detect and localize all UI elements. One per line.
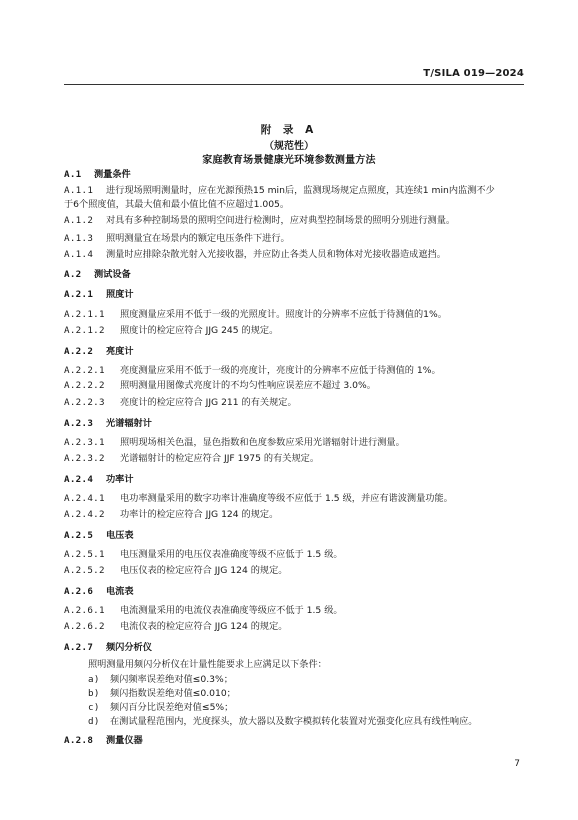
clause-text: 亮度测量应采用不低于一级的亮度计，亮度计的分辨率不应低于待测值的 1%。 — [120, 365, 441, 376]
clause-line — [64, 199, 289, 211]
clause-number: A.1.1 — [64, 185, 94, 196]
clause-text: 在测试量程范围内，光度探头，放大器以及数字模拟转化装置对光强变化应具有线性响应。 — [110, 716, 478, 727]
appendix-label: 附 录 A — [260, 124, 318, 136]
clause-line — [88, 716, 478, 728]
clause-number: A.2.1.2 — [64, 325, 105, 336]
clause-text: 光谱辐射计 — [106, 418, 152, 429]
clause-text: 功率计 — [106, 474, 134, 485]
clause-text: 照度计 — [106, 289, 134, 300]
clause-number: A.2.8 — [64, 735, 94, 746]
clause-number: A.2.2.2 — [64, 380, 105, 391]
clause-number: A.2.1.1 — [64, 309, 105, 320]
clause-number: c) — [88, 702, 100, 713]
clause-line — [64, 185, 495, 197]
clause-number: A.2.2.1 — [64, 365, 105, 376]
clause-text: 电流仪表的检定应符合 JJG 124 的规定。 — [120, 621, 288, 632]
clause-number: A.1 — [64, 169, 82, 180]
clause-number: A.2.6 — [64, 586, 94, 597]
clause-line — [64, 549, 343, 561]
clause-text: 于6个照度值，其最大值和最小值比值不应超过1.005。 — [64, 199, 290, 210]
clause-text: 电流测量采用的电流仪表准确度等级应不低于 1.5 级。 — [120, 605, 343, 616]
clause-line — [64, 233, 290, 245]
section-heading — [64, 642, 152, 654]
clause-line — [88, 702, 233, 714]
section-heading — [64, 269, 131, 281]
clause-line — [64, 365, 441, 377]
clause-number: A.2.5 — [64, 530, 94, 541]
clause-line — [88, 659, 327, 671]
clause-text: 照度计的检定应符合 JJG 245 的规定。 — [120, 325, 279, 336]
section-heading — [64, 530, 134, 542]
clause-line — [64, 309, 447, 321]
clause-text: 亮度计 — [106, 346, 134, 357]
clause-number: A.2.4 — [64, 474, 94, 485]
clause-text: 电压表 — [106, 530, 134, 541]
clause-text: 频闪频率误差绝对值≤0.3%； — [110, 674, 233, 685]
clause-line — [64, 565, 287, 577]
clause-number: A.2.1 — [64, 289, 94, 300]
clause-text: 光谱辐射计的检定应符合 JJF 1975 的有关规定。 — [120, 453, 320, 464]
clause-text: 照明测量宜在场景内的额定电压条件下进行。 — [106, 233, 290, 244]
clause-number: A.2.3 — [64, 418, 94, 429]
clause-line — [88, 674, 233, 686]
clause-number: A.2.6.2 — [64, 621, 105, 632]
clause-text: 电压测量采用的电压仪表准确度等级不应低于 1.5 级。 — [120, 549, 343, 560]
clause-text: 测试设备 — [94, 269, 131, 280]
page-number: 7 — [514, 759, 520, 769]
clause-text: 频闪分析仪 — [106, 642, 152, 653]
section-heading — [64, 735, 143, 747]
clause-text: 照明现场相关色温，显色指数和色度参数应采用光谱辐射计进行测量。 — [120, 437, 405, 448]
clause-line — [64, 453, 319, 465]
clause-number: a) — [88, 674, 100, 685]
clause-line — [64, 621, 287, 633]
clause-number: A.2.3.2 — [64, 453, 105, 464]
clause-text: 频闪百分比误差绝对值≤5%； — [110, 702, 234, 713]
clause-number: A.2.7 — [64, 642, 94, 653]
clause-text: 测量条件 — [94, 169, 131, 180]
clause-number: A.2.4.1 — [64, 493, 105, 504]
clause-number: A.2.5.1 — [64, 549, 105, 560]
clause-line — [64, 605, 343, 617]
clause-number: d) — [88, 716, 100, 727]
clause-text: 电功率测量采用的数字功率计准确度等级不应低于 1.5 级，并应有谐波测量功能。 — [120, 493, 453, 504]
clause-line — [64, 380, 376, 392]
clause-text: 进行现场照明测量时，应在光源预热15 min后，监测现场规定点照度，其连续1 min内监测不少 — [106, 185, 495, 196]
appendix-nature: （规范性） — [264, 141, 314, 152]
clause-number: A.2.4.2 — [64, 509, 105, 520]
clause-number: A.1.4 — [64, 249, 94, 260]
clause-text: 频闪指数误差绝对值≤0.010； — [110, 688, 236, 699]
clause-text: 电压仪表的检定应符合 JJG 124 的规定。 — [120, 565, 288, 576]
clause-text: 对具有多种控制场景的照明空间进行检测时，应对典型控制场景的照明分别进行测量。 — [106, 215, 456, 226]
clause-number: A.2.2.3 — [64, 397, 105, 408]
section-heading — [64, 169, 131, 181]
clause-number: A.2 — [64, 269, 82, 280]
clause-number: A.2.6.1 — [64, 605, 105, 616]
clause-line — [64, 249, 446, 261]
clause-text: 照明测量用频闪分析仪在计量性能要求上应满足以下条件： — [88, 659, 327, 670]
clause-line — [64, 509, 278, 521]
clause-line — [88, 688, 236, 700]
section-heading — [64, 418, 152, 430]
clause-number: A.1.3 — [64, 233, 94, 244]
clause-text: 电流表 — [106, 586, 134, 597]
clause-text: 亮度计的检定应符合 JJG 211 的有关规定。 — [120, 397, 297, 408]
section-heading — [64, 346, 134, 358]
section-heading — [64, 289, 134, 301]
clause-text: 测量仪器 — [106, 735, 143, 746]
clause-number: b) — [88, 688, 100, 699]
clause-number: A.2.2 — [64, 346, 94, 357]
section-heading — [64, 474, 134, 486]
clause-text: 照明测量用图像式亮度计的不均匀性响应误差应不超过 3.0%。 — [120, 380, 376, 391]
clause-line — [64, 493, 453, 505]
section-heading — [64, 586, 134, 598]
clause-number: A.2.5.2 — [64, 565, 105, 576]
clause-number: A.2.3.1 — [64, 437, 105, 448]
clause-text: 测量时应排除杂散光射入光接收器，并应防止各类人员和物体对光接收器造成遮挡。 — [106, 249, 446, 260]
clause-number: A.1.2 — [64, 215, 94, 226]
clause-line — [64, 397, 297, 409]
clause-line — [64, 437, 405, 449]
appendix-title: 家庭教育场景健康光环境参数测量方法 — [202, 155, 376, 166]
clause-text: 功率计的检定应符合 JJG 124 的规定。 — [120, 509, 279, 520]
clause-text: 照度测量应采用不低于一级的光照度计。照度计的分辨率不应低于待测值的1%。 — [120, 309, 447, 320]
clause-line — [64, 215, 455, 227]
standard-code: T/SILA 019—2024 — [423, 68, 524, 79]
clause-line — [64, 325, 278, 337]
